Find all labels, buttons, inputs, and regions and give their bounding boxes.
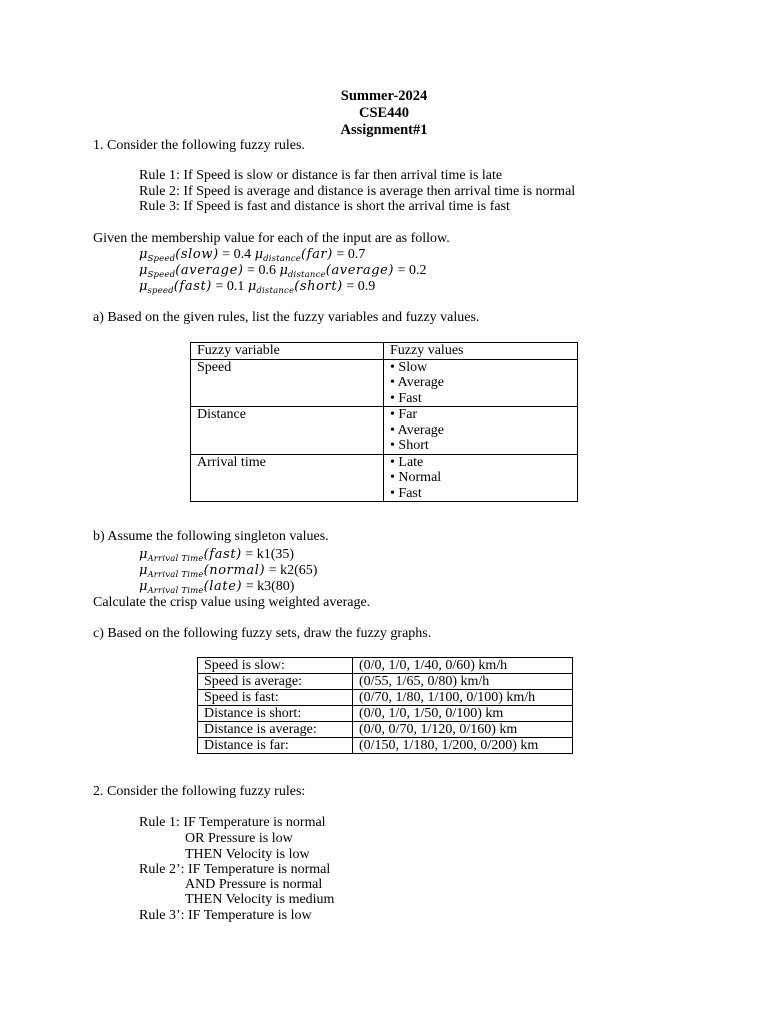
mu-subscript: Arrival Time: [147, 586, 204, 596]
mu-subscript: Speed: [147, 270, 176, 280]
header-fuzzy-variable: Fuzzy variable: [191, 343, 384, 360]
mu-symbol: μ: [139, 247, 148, 262]
set-label-cell: Distance is average:: [198, 722, 353, 738]
q1-rule-2: Rule 2: If Speed is average and distance is average then arrival time is normal: [139, 184, 576, 199]
mu-value: = 0.7: [332, 247, 366, 262]
mu-value: = k2(65): [265, 563, 318, 578]
set-label-cell: Speed is average:: [198, 674, 353, 690]
mu-subscript: distance: [263, 254, 301, 264]
part-b-prompt: b) Assume the following singleton values.: [93, 529, 329, 544]
mu-symbol: μ: [139, 263, 148, 278]
mu-value: = 0.9: [342, 279, 376, 294]
mu-subscript: distance: [287, 270, 326, 280]
set-value-cell: (0/70, 1/80, 1/100, 0/100) km/h: [353, 690, 573, 706]
q2-rule-line: [185, 877, 322, 893]
set-label-cell: Speed is fast:: [198, 690, 353, 706]
table-row: [198, 658, 573, 674]
mu-argument: (far): [301, 247, 333, 262]
mu-subscript: Speed: [147, 254, 176, 264]
part-b-instruction: Calculate the crisp value using weighted average.: [93, 595, 371, 610]
set-value-cell: (0/0, 1/0, 1/40, 0/60) km/h: [353, 658, 573, 674]
rule-label: Rule 1:: [139, 815, 184, 830]
mu-argument: (slow): [175, 247, 219, 262]
mu-value: = 0.4: [218, 247, 255, 262]
set-value-cell: (0/0, 0/70, 1/120, 0/160) km: [353, 722, 573, 738]
list-item: • Late: [390, 454, 424, 470]
list-item: • Short: [390, 438, 429, 453]
mu-argument: (average): [175, 263, 244, 278]
table-header-row: [191, 343, 578, 360]
mu-argument: (fast): [203, 547, 242, 562]
values-cell: [384, 359, 578, 407]
set-value-cell: (0/150, 1/180, 1/200, 0/200) km: [353, 738, 573, 754]
fuzzy-variables-table: [190, 342, 578, 502]
rule-text: IF Temperature is normal: [183, 815, 326, 830]
mu-subscript: distance: [256, 286, 295, 296]
mu-argument: (average): [325, 263, 395, 278]
mu-value: = 0.2: [394, 263, 427, 278]
list-item: • Normal: [390, 470, 442, 485]
rule-text: THEN Velocity is medium: [185, 892, 335, 907]
set-label-cell: Speed is slow:: [198, 658, 353, 674]
rule-text: AND Pressure is normal: [185, 877, 323, 892]
table-row: [191, 454, 578, 502]
mu-subscript: speed: [147, 286, 174, 296]
table-row: [198, 674, 573, 690]
rule-text: OR Pressure is low: [185, 831, 293, 846]
set-label-cell: Distance is far:: [198, 738, 353, 754]
mu-argument: (normal): [203, 563, 266, 578]
mu-value: = k3(80): [242, 579, 295, 594]
set-value-cell: (0/0, 1/0, 1/50, 0/100) km: [353, 706, 573, 722]
table-row: [191, 359, 578, 407]
rule-text: IF Temperature is normal: [188, 862, 331, 877]
rule-label: Rule 3’:: [139, 908, 188, 923]
set-label-cell: Distance is short:: [198, 706, 353, 722]
part-a-prompt: a) Based on the given rules, list the fuzzy variables and fuzzy values.: [93, 310, 480, 325]
variable-cell: Arrival time: [191, 454, 384, 502]
list-item: • Slow: [390, 359, 428, 375]
mu-value: = 0.1: [211, 279, 248, 294]
course-heading: CSE440: [359, 105, 409, 121]
q2-rule-line: [185, 847, 310, 863]
header-fuzzy-values: Fuzzy values: [384, 343, 578, 360]
part-c-prompt: c) Based on the following fuzzy sets, draw the fuzzy graphs.: [93, 626, 432, 641]
assignment-heading: Assignment#1: [340, 122, 428, 138]
mu-symbol: μ: [139, 279, 148, 294]
q2-intro: 2. Consider the following fuzzy rules:: [93, 784, 306, 799]
table-row: [198, 722, 573, 738]
mu-value: = 0.6: [243, 263, 280, 278]
mu-argument: (late): [203, 579, 243, 594]
values-cell: [384, 454, 578, 502]
q2-rule-line: [139, 908, 312, 924]
q1-rule-3: Rule 3: If Speed is fast and distance is short the arrival time is fast: [139, 199, 510, 214]
table-row: [191, 407, 578, 455]
q1-intro: 1. Consider the following fuzzy rules.: [93, 138, 305, 153]
rule-text: THEN Velocity is low: [185, 847, 310, 862]
membership-intro: Given the membership value for each of the input are as follow.: [93, 231, 450, 246]
set-value-cell: (0/55, 1/65, 0/80) km/h: [353, 674, 573, 690]
q2-rule-line: [139, 862, 330, 878]
list-item: • Fast: [390, 485, 422, 501]
mu-value: = k1(35): [241, 547, 295, 562]
mu-symbol: μ: [139, 547, 148, 562]
list-item: • Fast: [390, 390, 422, 406]
q2-rule-line: [185, 831, 293, 847]
fuzzy-sets-table: [197, 657, 573, 754]
mu-symbol: μ: [139, 579, 148, 594]
q2-rule-line: [139, 815, 326, 831]
variable-cell: Distance: [191, 407, 384, 455]
mu-symbol: μ: [279, 263, 288, 278]
mu-symbol: μ: [139, 563, 148, 578]
mu-symbol: μ: [247, 279, 257, 294]
mu-subscript: Arrival Time: [147, 554, 204, 564]
rule-text: IF Temperature is low: [188, 908, 312, 923]
table-row: [198, 690, 573, 706]
q1-rule-1: Rule 1: If Speed is slow or distance is far then arrival time is late: [139, 168, 503, 183]
list-item: • Far: [390, 407, 418, 422]
values-cell: [384, 407, 578, 455]
membership-line-fast-short: [139, 279, 375, 299]
q2-rule-line: [185, 892, 334, 908]
table-row: [198, 738, 573, 754]
mu-subscript: Arrival Time: [147, 570, 204, 580]
variable-cell: Speed: [191, 359, 384, 407]
mu-argument: (short): [294, 279, 343, 294]
list-item: • Average: [390, 375, 445, 390]
rule-label: Rule 2’:: [139, 862, 188, 877]
mu-symbol: μ: [254, 247, 264, 262]
list-item: • Average: [390, 422, 445, 438]
table-row: [198, 706, 573, 722]
term-heading: Summer-2024: [340, 88, 428, 104]
mu-argument: (fast): [173, 279, 212, 294]
